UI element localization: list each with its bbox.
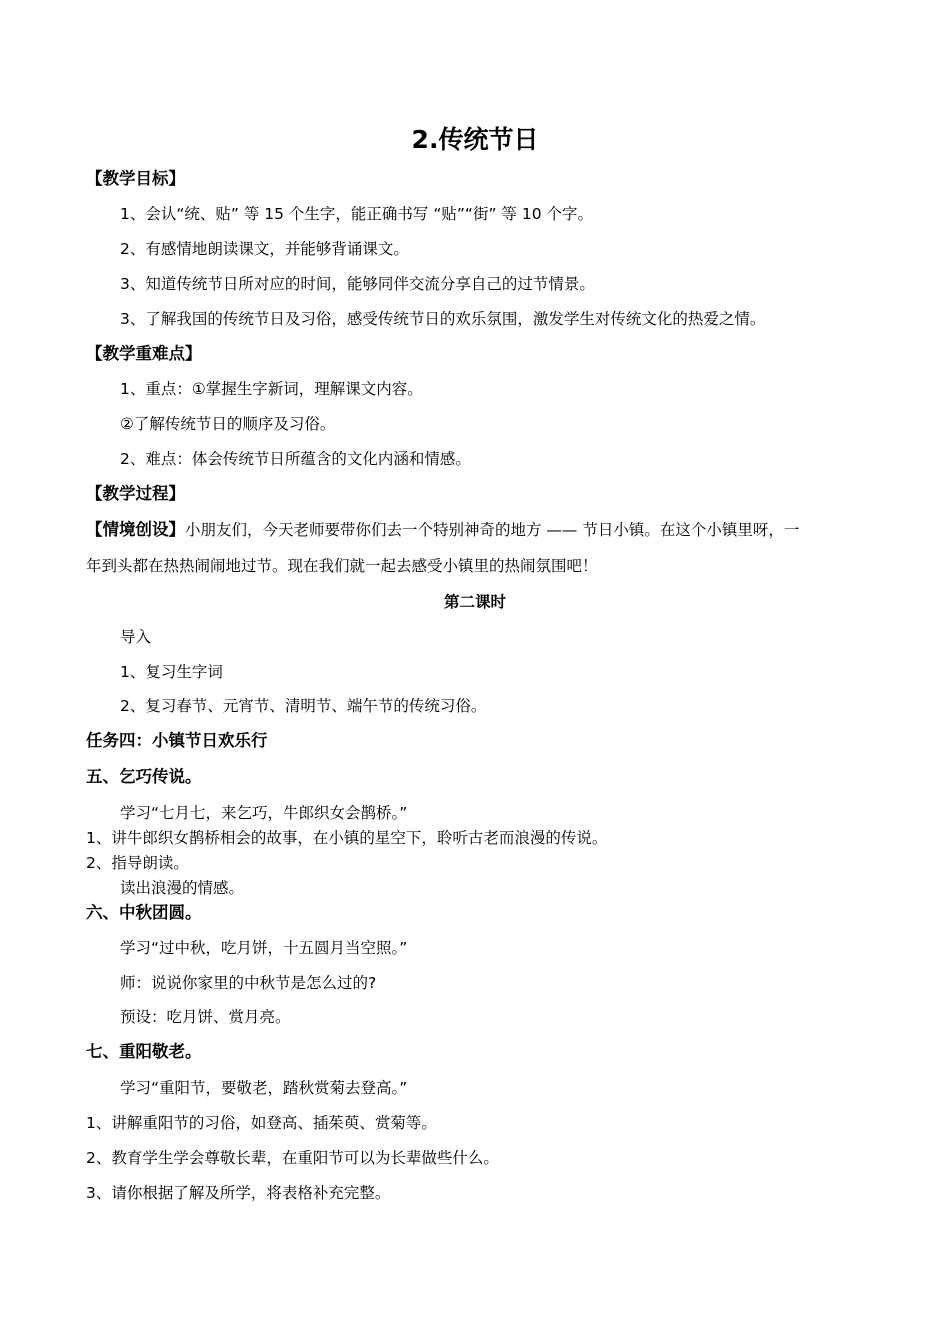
section7-item: 3、请你根据了解及所学，将表格补充完整。 bbox=[86, 1184, 391, 1202]
page-title: 2.传统节日 bbox=[411, 125, 539, 154]
scenario-paragraph bbox=[86, 520, 799, 540]
section6-study: 学习“过中秋，吃月饼，十五圆月当空照。” bbox=[120, 939, 408, 957]
section5-item: 1、讲牛郎织女鹊桥相会的故事，在小镇的星空下，聆听古老而浪漫的传说。 bbox=[86, 829, 608, 847]
objectives-heading: 【教学目标】 bbox=[86, 169, 185, 188]
objective-item: 3、了解我国的传统节日及习俗，感受传统节日的欢乐氛围，激发学生对传统文化的热爱之情。 bbox=[120, 310, 766, 328]
objective-item: 3、知道传统节日所对应的时间，能够同伴交流分享自己的过节情景。 bbox=[120, 275, 595, 293]
section7-heading: 七、重阳敬老。 bbox=[86, 1042, 202, 1061]
objective-item: 1、会认“统、贴” 等 15 个生字，能正确书写 “贴”“街” 等 10 个字。 bbox=[120, 205, 593, 223]
process-heading: 【教学过程】 bbox=[86, 484, 185, 503]
section5-item: 读出浪漫的情感。 bbox=[120, 879, 245, 897]
section5-item: 2、指导朗读。 bbox=[86, 854, 189, 872]
key-points-heading: 【教学重难点】 bbox=[86, 344, 202, 363]
scenario-text-line2: 年到头都在热热闹闹地过节。现在我们就一起去感受小镇里的热闹氛围吧！ bbox=[86, 557, 598, 575]
objective-item: 2、有感情地朗读课文，并能够背诵课文。 bbox=[120, 240, 409, 258]
section7-item: 2、教育学生学会尊敬长辈，在重阳节可以为长辈做些什么。 bbox=[86, 1149, 499, 1167]
key-point-item: 2、难点：体会传统节日所蕴含的文化内涵和情感。 bbox=[120, 450, 471, 468]
key-point-item: ②了解传统节日的顺序及习俗。 bbox=[120, 415, 336, 433]
section6-item: 师：说说你家里的中秋节是怎么过的? bbox=[120, 974, 377, 992]
lesson-intro: 导入 bbox=[120, 628, 152, 646]
section5-heading: 五、乞巧传说。 bbox=[86, 767, 202, 786]
key-point-item: 1、重点：①掌握生字新词，理解课文内容。 bbox=[120, 380, 423, 398]
lesson-item: 1、复习生字词 bbox=[120, 663, 223, 681]
section6-item: 预设：吃月饼、赏月亮。 bbox=[120, 1008, 291, 1026]
lesson-item: 2、复习春节、元宵节、清明节、端午节的传统习俗。 bbox=[120, 697, 487, 715]
section5-study: 学习“七月七，来乞巧，牛郎织女会鹊桥。” bbox=[120, 804, 408, 822]
section6-heading: 六、中秋团圆。 bbox=[86, 903, 202, 922]
scenario-text-line1: 小朋友们，今天老师要带你们去一个特别神奇的地方 —— 节日小镇。在这个小镇里呀，一 bbox=[185, 521, 800, 539]
lesson-title: 第二课时 bbox=[443, 593, 506, 611]
section7-study: 学习“重阳节，要敬老，踏秋赏菊去登高。” bbox=[120, 1079, 408, 1097]
scenario-label: 【情境创设】 bbox=[86, 520, 185, 539]
section7-item: 1、讲解重阳节的习俗，如登高、插茱萸、赏菊等。 bbox=[86, 1114, 437, 1132]
task4-heading: 任务四：小镇节日欢乐行 bbox=[86, 731, 268, 750]
